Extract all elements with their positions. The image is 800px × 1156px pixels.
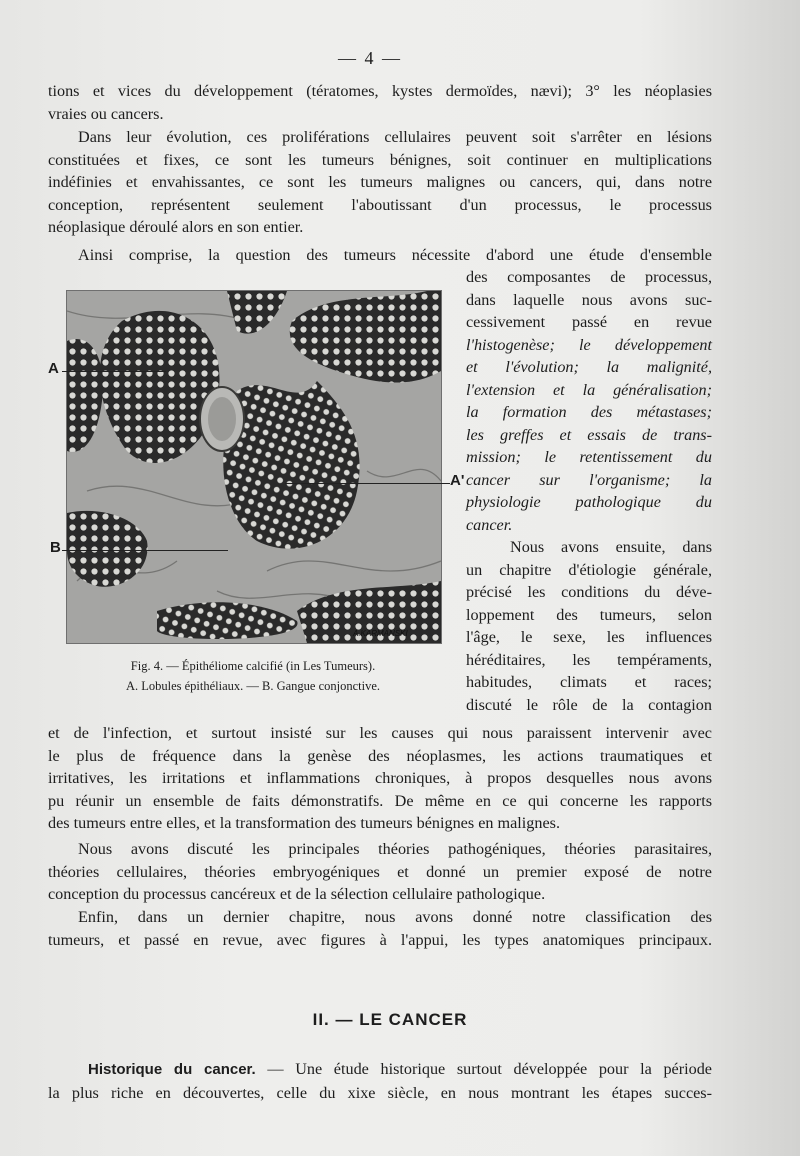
text-line: conception du processus cancéreux et de la sélection cellulaire pathologique. bbox=[48, 885, 546, 903]
text-line: néoplasique déroulé alors en son entier. bbox=[48, 218, 304, 236]
text-line: l'histogenèse; le développement bbox=[466, 335, 712, 354]
figure-caption-line2: A. Lobules épithéliaux. — B. Gangue conjonctive. bbox=[125, 679, 381, 693]
text-line: tumeurs, et passé en revue, avec figures à l'appui, les types anatomiques principaux. bbox=[48, 930, 712, 949]
figure-caption-line1: Fig. 4. — Épithéliome calcifié (in Les Tumeurs). bbox=[130, 659, 376, 673]
text-line: indéfinies et envahissantes, ce sont les tumeurs malignes ou cancers, qui, dans notre bbox=[48, 173, 712, 191]
text-line: théories cellulaires, théories embryogéniques et donné un premier exposé de notre bbox=[48, 862, 712, 881]
text-line: tions et vices du développement (tératomes, kystes dermoïdes, nævi); 3° les néoplasies bbox=[48, 82, 712, 100]
artist-signature: A.KARMANSKI bbox=[353, 629, 408, 638]
text-line: vraies ou cancers. bbox=[48, 104, 164, 123]
leader-line-a bbox=[62, 371, 166, 372]
histology-illustration bbox=[67, 291, 441, 643]
paragraph-etiology-continued bbox=[48, 722, 712, 835]
text-line: cancer sur l'organisme; la bbox=[466, 470, 712, 489]
text-line: discuté le rôle de la contagion bbox=[466, 695, 712, 714]
figure-label-a-prime: A' bbox=[450, 472, 465, 489]
text-line: héréditaires, les tempéraments, bbox=[466, 650, 712, 669]
text-line: un chapitre d'étiologie générale, bbox=[466, 560, 712, 579]
text-line: le plus de fréquence dans la genèse des néoplasmes, les actions traumatiques et bbox=[48, 746, 712, 765]
text-line: Dans leur évolution, ces proliférations cellulaires peuvent soit s'arrêter en lésions bbox=[78, 128, 712, 146]
section-title: II. — LE CANCER bbox=[312, 1010, 468, 1029]
text-line: dans laquelle nous avons suc- bbox=[466, 290, 712, 309]
text-line: l'âge, le sexe, les influences bbox=[466, 628, 712, 646]
text-line: physiologie pathologique du bbox=[466, 493, 712, 511]
text-line: les greffes et essais de trans- bbox=[466, 425, 712, 444]
text-line: conception, représentent seulement l'aboutissant d'un processus, le processus bbox=[48, 195, 712, 214]
text-line: mission; le retentissement du bbox=[466, 448, 712, 466]
text-line: irritatives, les irritations et inflammations chroniques, à propos desquelles nous avons bbox=[48, 769, 712, 787]
leader-line-a-prime bbox=[285, 483, 450, 484]
text-line: pu réunir un ensemble de faits démonstratifs. De même en ce qui concerne les rapports bbox=[48, 791, 712, 810]
page-number: — 4 — bbox=[338, 48, 402, 68]
text-line: et de l'infection, et surtout insisté sur les causes qui nous paraissent intervenir avec bbox=[48, 724, 712, 742]
figure-label-b: B bbox=[50, 539, 61, 556]
paragraph-classification bbox=[48, 906, 712, 951]
leader-line-b bbox=[62, 550, 228, 551]
text-line: cessivement passé en revue bbox=[466, 313, 712, 331]
text-line: Nous avons ensuite, dans bbox=[510, 538, 712, 556]
paragraph-ainsi bbox=[48, 244, 712, 267]
intro-paragraph bbox=[48, 80, 712, 125]
right-column-text bbox=[466, 266, 712, 716]
paragraph-theories bbox=[48, 838, 712, 906]
history-paragraph bbox=[48, 1058, 712, 1104]
paragraph-evolution bbox=[48, 126, 712, 239]
text-line: et l'évolution; la malignité, bbox=[466, 358, 712, 376]
text-line: Enfin, dans un dernier chapitre, nous avons donné notre classification des bbox=[78, 908, 712, 926]
text-line: habitudes, climats et races; bbox=[466, 673, 712, 691]
text-line: Nous avons discuté les principales théories pathogéniques, théories parasitaires, bbox=[78, 840, 712, 858]
text-line: la plus riche en découvertes, celle du xixe siècle, en nous montrant les étapes succes- bbox=[48, 1083, 712, 1102]
figure-label-a: A bbox=[48, 360, 59, 377]
text-line: Ainsi comprise, la question des tumeurs nécessite d'abord une étude d'ensemble bbox=[78, 246, 712, 264]
text-line: loppement des tumeurs, selon bbox=[466, 605, 712, 624]
text-line: la formation des métastases; bbox=[466, 403, 712, 421]
text-line: des composantes de processus, bbox=[466, 268, 712, 286]
histology-figure bbox=[66, 290, 442, 644]
text-line: des tumeurs entre elles, et la transformation des tumeurs bénignes en malignes. bbox=[48, 814, 561, 832]
text-line bbox=[48, 1058, 712, 1082]
text-line: cancer. bbox=[466, 515, 513, 534]
text-line: précisé les conditions du déve- bbox=[466, 583, 712, 601]
history-line1-text: — Une étude historique surtout développée pour la période bbox=[255, 1060, 712, 1078]
text-line: constituées et fixes, ce sont les tumeurs bénignes, soit continuer en multiplications bbox=[48, 150, 712, 169]
text-line: l'extension et la généralisation; bbox=[466, 380, 712, 399]
history-heading: Historique du cancer. bbox=[88, 1061, 256, 1078]
